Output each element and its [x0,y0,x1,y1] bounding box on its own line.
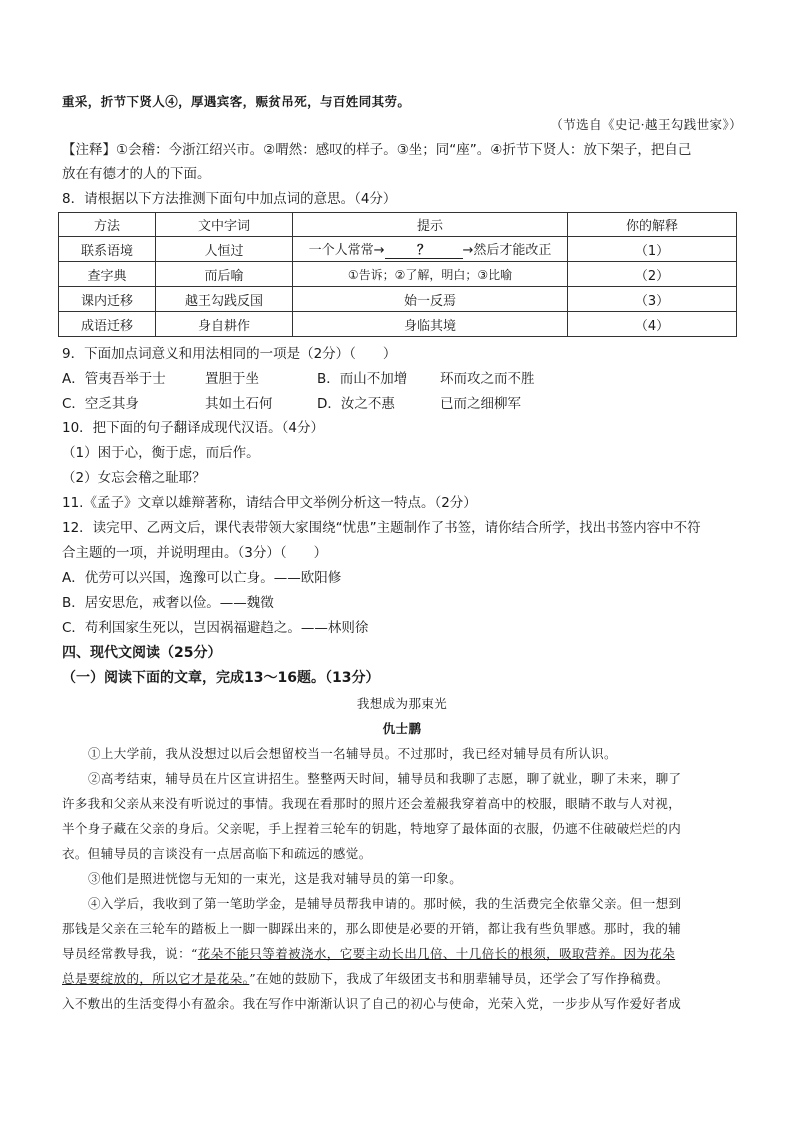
article-author: 仇士鹏 [382,721,422,736]
option-a-first: A．管夷吾举于士 [62,371,166,387]
question-12-option-c: C．苟利国家生死以，岂因祸福避趋之。——林则徐 [62,620,369,636]
option-a-second: 置胆于坐 [205,371,259,387]
table-header-cell: 文中字词 [156,213,293,237]
underlined-quote-end: 总是要绽放的，所以它才是花朵。 [62,971,250,986]
question-10-stem: 10．把下面的句子翻译成现代汉语。（4分） [62,420,325,436]
table-header-cell: 你的解释 [568,213,737,237]
table-cell-hint: 身临其境 [293,312,568,337]
question-10-sentence-2: （2）女忘会稽之耻耶？ [62,470,206,486]
table-cell-method: 课内迁移 [59,287,156,312]
section-4-subheading: （一）阅读下面的文章，完成13～16题。（13分） [62,670,380,686]
table-row [59,262,737,287]
option-d-second: 已而之细柳军 [440,396,521,412]
article-paragraph-4-line-5: 入不敷出的生活变得小有盈余。我在写作中渐渐认识了自己的初心与使命，光荣入党，一步步从写作爱好者成 [62,996,682,1011]
table-cell-word: 人恒过 [156,237,293,262]
question-12-stem-2: 合主题的一项，并说明理由。（3分）（ ） [62,545,328,561]
table-row [59,312,737,337]
hint-prefix: 一个人常常→ [308,243,385,258]
article-paragraph-4-line-4 [62,969,742,989]
article-title: 我想成为那束光 [356,696,448,711]
table-row [59,287,737,312]
article-paragraph-2-line-3: 半个身子藏在父亲的身后。父亲呢，手上捏着三轮车的钥匙，特地穿了最体面的衣服，仍遮不住破破烂烂的内 [62,821,682,836]
table-cell-answer: （4） [568,312,737,337]
quote-intro: 导员经常教导我，说：“ [62,946,198,961]
article-paragraph-4-line-1: ④入学后，我收到了第一笔助学金，是辅导员帮我申请的。那时候，我的生活费完全依靠父亲。但一想到 [88,896,682,911]
table-cell-hint: ①告诉；②了解，明白；③比喻 [293,262,568,287]
notes-line-1: 【注释】①会稽：今浙江绍兴市。②喟然：感叹的样子。③坐；同“座”。④折节下贤人：放下架子，把自己 [62,142,692,158]
option-c-first: C．空乏其身 [62,396,139,412]
article-paragraph-1: ①上大学前，我从没想过以后会想留校当一名辅导员。不过那时，我已经对辅导员有所认识。 [88,746,617,761]
table-header-cell: 提示 [293,213,568,237]
table-cell-word: 越王勾践反国 [156,287,293,312]
question-12-option-a: A．优劳可以兴国，逸豫可以亡身。——欧阳修 [62,570,342,586]
table-cell-method: 成语迁移 [59,312,156,337]
article-paragraph-2-line-2: 许多我和父亲从来没有听说过的事情。我现在看那时的照片还会羞赧我穿着高中的校服，眼睛不敢与人对视， [62,796,682,811]
option-b-second: 环而攻之而不胜 [440,371,535,387]
table-cell-answer: （2） [568,262,737,287]
hint-blank: ？ [385,244,463,259]
quote-followup: ”在她的鼓励下，我成了年级团支书和朋辈辅导员，还学会了写作挣稿费。 [249,971,669,986]
table-header-cell: 方法 [59,213,156,237]
option-b-first: B．而山不加增 [317,371,408,387]
question-12-option-b: B．居安思危，戒奢以俭。——魏徵 [62,595,274,611]
question-12-stem-1: 12．读完甲、乙两文后，课代表带领大家围绕“忧患”主题制作了书签，请你结合所学，找出书签内容中不符 [62,520,701,536]
question-11-stem: 11.《孟子》文章以雄辩著称，请结合甲文举例分析这一特点。（2分） [62,495,477,511]
table-cell-word: 身自耕作 [156,312,293,337]
table-cell-hint: 始一反焉 [293,287,568,312]
table-cell-method: 查字典 [59,262,156,287]
question-9-stem: 9．下面加点词意义和用法相同的一项是（2分）（ ） [62,346,397,362]
option-c-second: 其如土石何 [205,396,273,412]
notes-line-2: 放在有德才的人的下面。 [62,166,211,182]
table-cell-answer: （3） [568,287,737,312]
question-8-table [58,212,737,337]
passage-tail-line: 重采，折节下贤人④，厚遇宾客，赈贫吊死，与百姓同其劳。 [62,94,411,109]
article-paragraph-3: ③他们是照进恍惚与无知的一束光，这是我对辅导员的第一印象。 [88,871,463,886]
article-paragraph-2-line-4: 衣。但辅导员的言谈没有一点居高临下和疏远的感觉。 [62,846,372,861]
table-cell-word: 而后喻 [156,262,293,287]
article-paragraph-4-line-3 [62,944,742,964]
table-cell-answer: （1） [568,237,737,262]
table-cell-method: 联系语境 [59,237,156,262]
hint-suffix: →然后才能改正 [462,243,552,258]
underlined-quote: 花朵不能只等着被浇水，它要主动长出几倍、十几倍长的根须，吸取营养。因为花朵 [197,946,676,961]
table-header-row [59,213,737,237]
table-row [59,237,737,262]
passage-source: （节选自《史记·越王勾践世家》） [550,117,742,132]
article-paragraph-2-line-1: ②高考结束，辅导员在片区宣讲招生。整整两天时间，辅导员和我聊了志愿，聊了就业，聊了未来，聊了 [88,771,682,786]
question-8-stem: 8．请根据以下方法推测下面句中加点词的意思。（4分） [62,191,397,207]
option-d-first: D．汝之不惠 [317,396,395,412]
section-4-heading: 四、现代文阅读（25分） [62,645,222,661]
article-paragraph-4-line-2: 那钱是父亲在三轮车的踏板上一脚一脚踩出来的，那么即使是必要的开销，都让我有些负罪感。那时，我的辅 [62,921,682,936]
question-10-sentence-1: （1）困于心，衡于虑，而后作。 [62,445,260,461]
table-cell-hint [293,237,568,262]
